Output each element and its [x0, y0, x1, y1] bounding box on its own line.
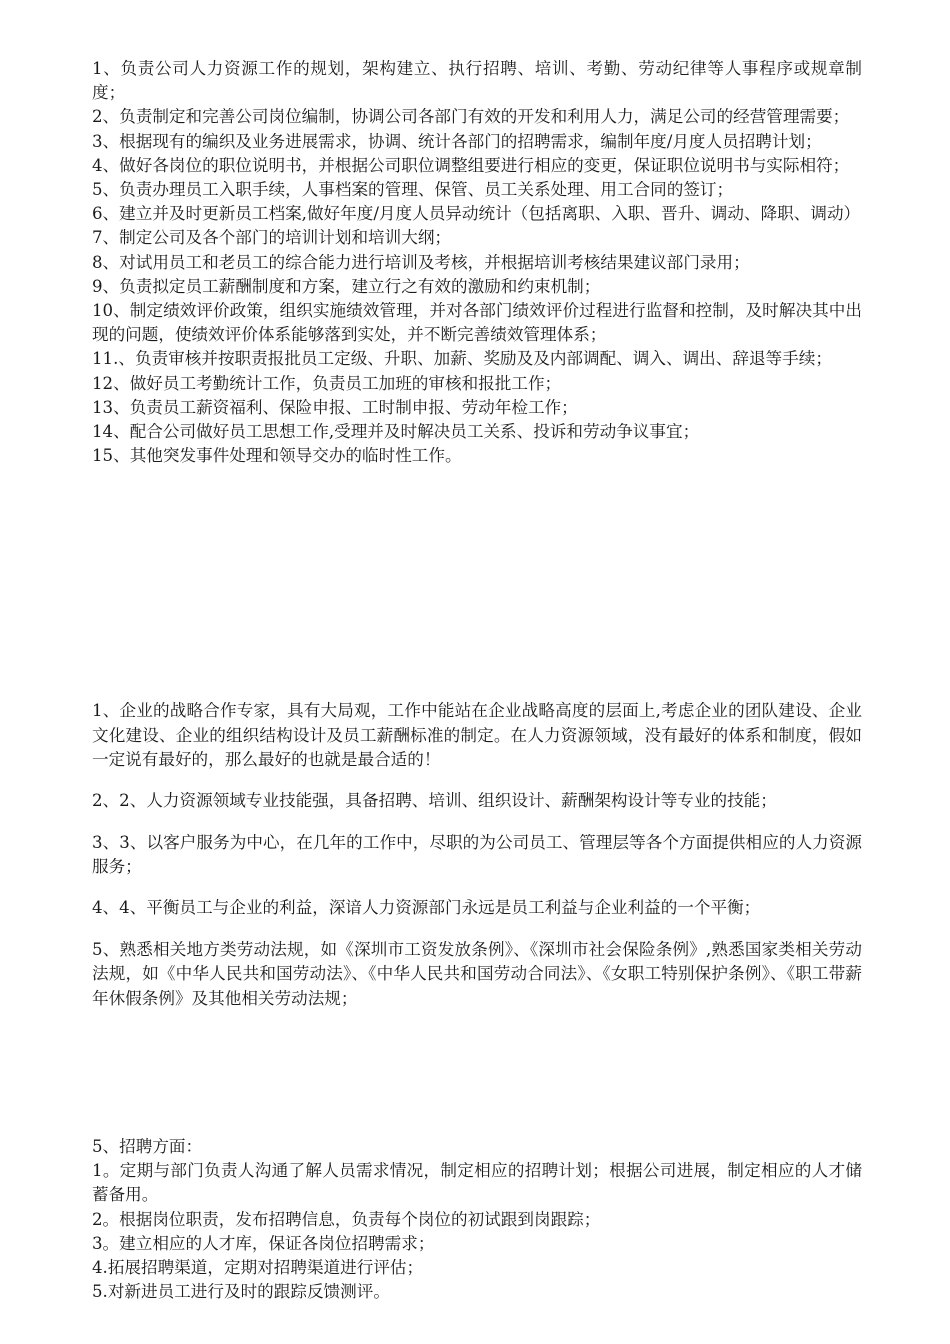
responsibility-item-12: 12、做好员工考勤统计工作，负责员工加班的审核和报批工作； [92, 373, 562, 393]
responsibility-item-14: 14、配合公司做好员工思想工作,受理并及时解决员工关系、投诉和劳动争议事宜； [92, 422, 700, 442]
recruitment-item-2: 2。根据岗位职责，发布招聘信息，负责每个岗位的初试跟到岗跟踪； [92, 1209, 601, 1229]
strength-item-4: 4、4、平衡员工与企业的利益，深谙人力资源部门永远是员工利益与企业利益的一个平衡； [92, 898, 761, 918]
responsibility-item-1: 1、负责公司人力资源工作的规划，架构建立、执行招聘、培训、考勤、劳动纪律等人事程序或规章制度； [92, 59, 862, 103]
strength-item-1: 1、企业的战略合作专家，具有大局观，工作中能站在企业战略高度的层面上,考虑企业的团队建设、企业文化建设、企业的组织结构设计及员工薪酬标准的制定。在人力资源领域，没有最好的体系和制度，假如一定说有最好的，那么最好的也就是最合适的！ [92, 701, 862, 770]
recruitment-heading: 5、招聘方面： [92, 1137, 203, 1156]
responsibility-item-13: 13、负责员工薪资福利、保险申报、工时制申报、劳动年检工作； [92, 397, 578, 417]
strength-item-2: 2、2、人力资源领域专业技能强，具备招聘、培训、组织设计、薪酬架构设计等专业的技能； [92, 791, 777, 811]
responsibility-item-2: 2、负责制定和完善公司岗位编制，协调公司各部门有效的开发和利用人力，满足公司的经营管理需要； [92, 107, 850, 127]
responsibility-item-3: 3、根据现有的编织及业务进展需求，协调、统计各部门的招聘需求，编制年度/月度人员招聘计划； [92, 131, 822, 151]
recruitment-section [92, 1135, 862, 1304]
responsibility-item-9: 9、负责拟定员工薪酬制度和方案，建立行之有效的激励和约束机制； [92, 276, 601, 296]
responsibility-item-4: 4、做好各岗位的职位说明书，并根据公司职位调整组要进行相应的变更，保证职位说明书与实际相符； [92, 155, 850, 175]
hr-responsibilities-section [92, 57, 862, 468]
responsibility-item-11: 11.、负责审核并按职责报批员工定级、升职、加薪、奖励及及内部调配、调入、调出、辞退等手续； [92, 349, 832, 369]
responsibility-item-7: 7、制定公司及各个部门的培训计划和培训大纲； [92, 228, 452, 248]
recruitment-item-3: 3。建立相应的人才库，保证各岗位招聘需求； [92, 1233, 435, 1253]
responsibility-item-10: 10、制定绩效评价政策，组织实施绩效管理，并对各部门绩效评价过程进行监督和控制，及时解决其中出现的问题，使绩效评价体系能够落到实处，并不断完善绩效管理体系； [92, 301, 862, 345]
self-evaluation-section [92, 699, 862, 1028]
responsibility-item-6: 6、建立并及时更新员工档案,做好年度/月度人员异动统计（包括离职、入职、晋升、调动、降职、调动） [92, 204, 861, 224]
strength-item-3: 3、3、以客户服务为中心，在几年的工作中，尽职的为公司员工、管理层等各个方面提供相应的人力资源服务； [92, 832, 862, 877]
responsibility-item-8: 8、对试用员工和老员工的综合能力进行培训及考核，并根据培训考核结果建议部门录用； [92, 252, 750, 272]
responsibility-item-5: 5、负责办理员工入职手续，人事档案的管理、保管、员工关系处理、用工合同的签订； [92, 180, 734, 200]
responsibility-item-15: 15、其他突发事件处理和领导交办的临时性工作。 [92, 446, 462, 466]
recruitment-item-5: 5.对新进员工进行及时的跟踪反馈测评。 [92, 1282, 390, 1302]
recruitment-item-4: 4.拓展招聘渠道，定期对招聘渠道进行评估； [92, 1258, 424, 1278]
strength-item-5: 5、熟悉相关地方类劳动法规，如《深圳市工资发放条例》、《深圳市社会保险条例》,熟悉国家类相关劳动法规，如《中华人民共和国劳动法》、《中华人民共和国劳动合同法》、《女职工特别保护条例》、《职工带薪年休假条例》及其他相关劳动法规； [92, 939, 862, 1008]
recruitment-item-1: 1。定期与部门负责人沟通了解人员需求情况，制定相应的招聘计划；根据公司进展，制定相应的人才储蓄备用。 [92, 1161, 862, 1205]
